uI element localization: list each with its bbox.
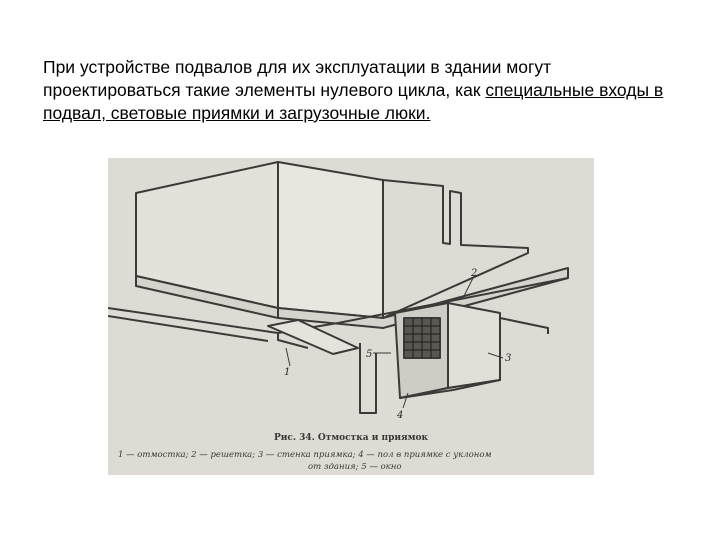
label-3: 3 bbox=[505, 353, 512, 364]
paragraph-link[interactable]: специальные входы в подвал, световые приямки и загрузочные люки. bbox=[43, 80, 664, 123]
pit-wall-right bbox=[448, 303, 500, 388]
label-5: 5 bbox=[366, 349, 373, 360]
label-2: 2 bbox=[471, 268, 478, 279]
stepped-wall bbox=[383, 180, 528, 318]
paragraph-text: При устройстве подвалов для их эксплуатации в здании могут проектироваться такие элементы нулевого цикла, как bbox=[43, 57, 552, 100]
figure-caption-title: Рис. 34. Отмостка и приямок bbox=[273, 433, 429, 443]
label-1: 1 bbox=[284, 367, 291, 378]
figure-34-image bbox=[108, 158, 594, 475]
slide-paragraph bbox=[43, 56, 693, 125]
building-drawing bbox=[108, 158, 594, 475]
label-4: 4 bbox=[397, 410, 404, 421]
building-side bbox=[278, 162, 383, 318]
figure-legend-line-2: от здания; 5 — окно bbox=[308, 462, 402, 472]
figure-legend-line-1: 1 — отмостка; 2 — решетка; 3 — стенка приямка; 4 — пол в приямке с уклоном bbox=[118, 450, 492, 460]
